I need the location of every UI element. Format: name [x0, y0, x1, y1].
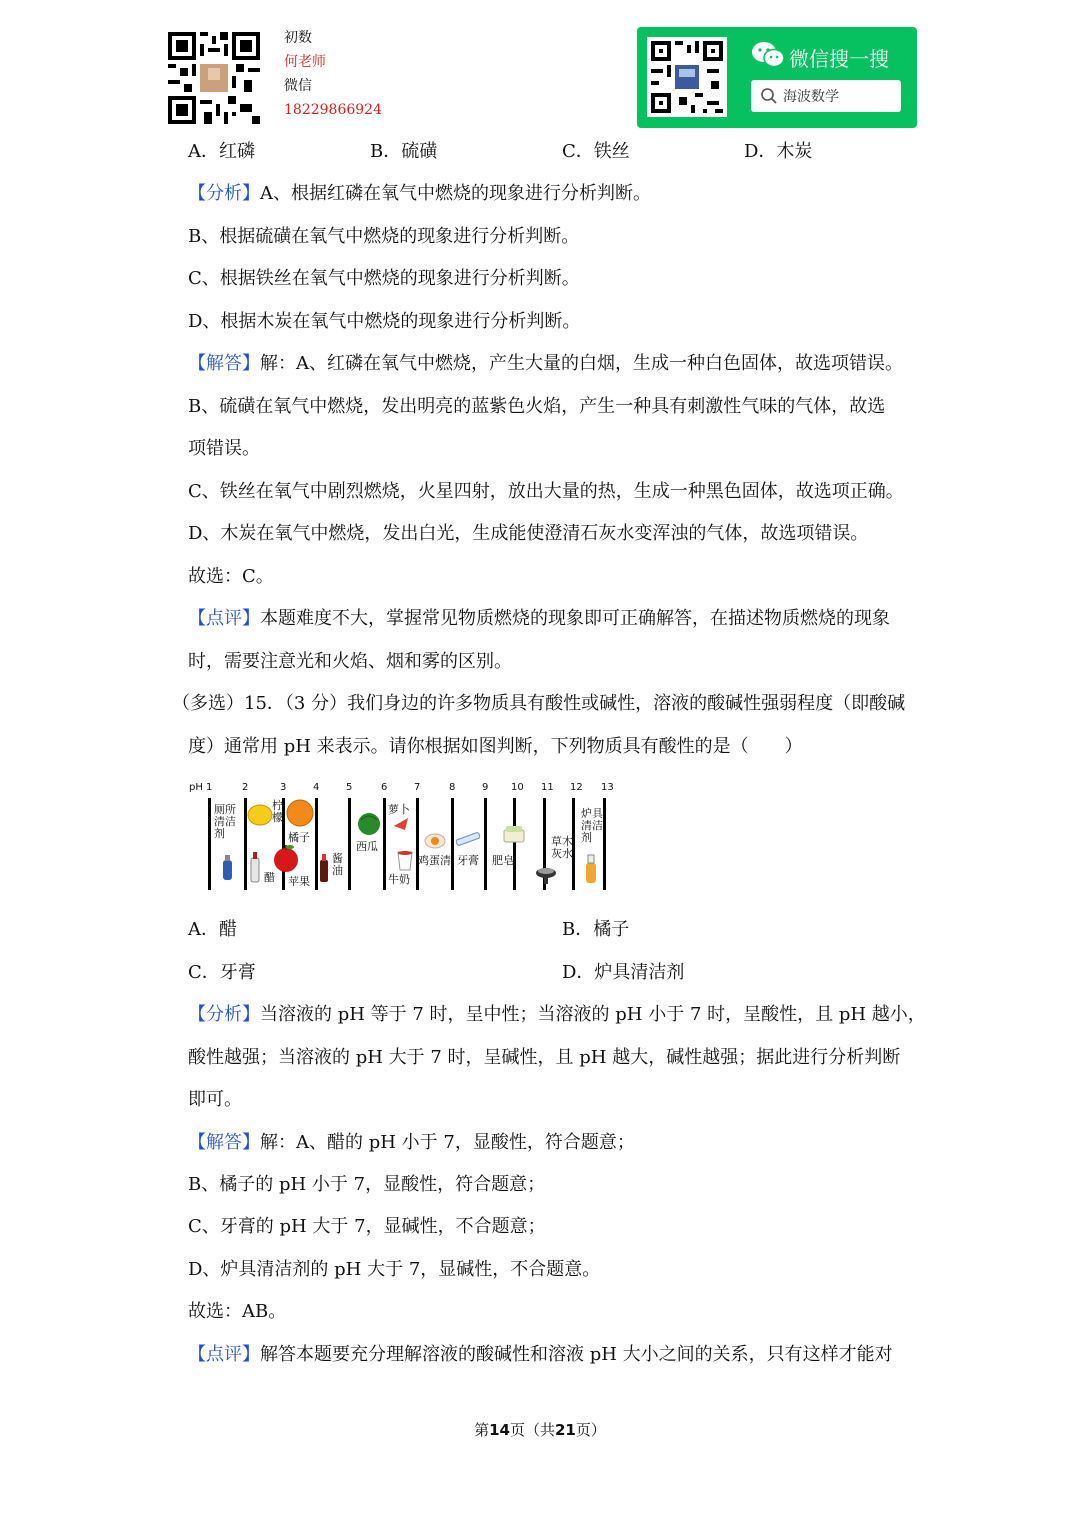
qr-code-left	[168, 32, 260, 124]
egg-icon	[425, 834, 445, 848]
ph-axis-label: pH	[189, 782, 203, 793]
answer-tag: 【解答】	[188, 353, 260, 374]
answer-text: 解：A、醋的 pH 小于 7，显酸性，符合题意；	[260, 1132, 635, 1153]
q15-answer-line-3: C、牙膏的 pH 大于 7，显碱性，不合题意；	[188, 1216, 546, 1237]
contact-phone: 18229866924	[284, 102, 382, 118]
q14-answer-line-2: B、硫磺在氧气中燃烧，发出明亮的蓝紫色火焰，产生一种具有刺激性气味的气体，故选	[188, 396, 886, 417]
label-radish: 萝卜	[388, 803, 410, 816]
q15-analysis-line-3: 即可。	[188, 1089, 242, 1110]
q14-analysis-line-4: D、根据木炭在氧气中燃烧的现象进行分析判断。	[188, 311, 581, 332]
contact-line-1: 初数	[284, 30, 312, 46]
ph-tick: 7	[414, 782, 421, 793]
label-stove-cleaner: 炉具 清洁 剂	[581, 807, 603, 844]
label-lemon: 柠 檬	[272, 799, 283, 824]
q15-option-d: D．炉具清洁剂	[562, 962, 685, 983]
q15-option-b: B．橘子	[562, 919, 630, 940]
q15-stem-line-1: （多选）15．（3 分）我们身边的许多物质具有酸性或碱性，溶液的酸碱性强弱程度（即酸碱	[172, 693, 906, 714]
watermelon-icon	[358, 813, 380, 835]
qr-code-right	[647, 37, 727, 117]
label-toilet-cleaner: 厕所 清洁 剂	[214, 803, 236, 840]
q14-option-a: A．红磷	[188, 141, 255, 162]
analysis-text: 当溶液的 pH 等于 7 时，呈中性；当溶液的 pH 小于 7 时，呈酸性，且 pH 越小，	[260, 1004, 926, 1025]
lemon-icon	[248, 805, 272, 825]
label-egg-white: 鸡蛋清	[418, 854, 451, 867]
footer-text: 页）	[575, 1421, 606, 1439]
wechat-search-title: 微信搜一搜	[789, 47, 889, 71]
q14-answer-line-4: C、铁丝在氧气中剧烈燃烧，火星四射，放出大量的热，生成一种黑色固体，故选项正确。	[188, 481, 904, 502]
q15-answer-line-4: D、炉具清洁剂的 pH 大于 7，显碱性，不合题意。	[188, 1259, 601, 1280]
milk-glass-icon	[398, 851, 412, 870]
search-icon	[760, 87, 778, 109]
comment-text: 解答本题要充分理解溶液的酸碱性和溶液 pH 大小之间的关系，只有这样才能对	[260, 1344, 893, 1365]
q14-answer-line-1	[188, 351, 903, 377]
ph-tick: 1	[206, 782, 213, 793]
ph-tick: 13	[601, 782, 614, 793]
contact-teacher-name: 何老师	[284, 54, 326, 70]
total-pages: 21	[555, 1421, 576, 1439]
ph-tick: 4	[313, 782, 320, 793]
label-watermelon: 西瓜	[356, 840, 378, 853]
ph-tick: 12	[570, 782, 583, 793]
ph-tick: 5	[346, 782, 353, 793]
label-milk: 牛奶	[388, 873, 410, 886]
wechat-search-banner[interactable]	[637, 27, 917, 128]
q15-analysis-line-2: 酸性越强；当溶液的 pH 大于 7 时，呈碱性，且 pH 越大，碱性越强；据此进行分析判断	[188, 1047, 901, 1068]
answer-text: 解：A、红磷在氧气中燃烧，产生大量的白烟，生成一种白色固体，故选项错误。	[260, 353, 903, 374]
q15-analysis-line-1	[188, 1002, 926, 1028]
ph-tick: 6	[381, 782, 388, 793]
label-orange: 橘子	[288, 831, 310, 844]
q15-stem-line-2: 度）通常用 pH 来表示。请你根据如图判断，下列物质具有酸性的是（ ）	[188, 736, 803, 757]
orange-icon	[287, 800, 313, 826]
label-toothpaste: 牙膏	[457, 854, 479, 867]
q14-analysis-line-2: B、根据硫磺在氧气中燃烧的现象进行分析判断。	[188, 226, 580, 247]
q15-answer-line-5: 故选：AB。	[188, 1301, 287, 1322]
answer-tag: 【解答】	[188, 1132, 260, 1153]
stove-cleaner-spray-icon	[586, 855, 596, 883]
analysis-tag: 【分析】	[188, 1004, 260, 1025]
ph-item-illustrations	[186, 778, 626, 893]
label-plant-ash-water: 草木 灰水	[551, 835, 573, 860]
q14-analysis-line-1	[188, 181, 651, 207]
apple-icon	[274, 845, 298, 872]
q14-option-d: D．木炭	[744, 141, 813, 162]
wechat-search-field[interactable]	[751, 80, 901, 112]
plant-ash-water-bowl-icon	[536, 868, 556, 884]
analysis-tag: 【分析】	[188, 183, 260, 204]
ph-tick: 3	[280, 782, 287, 793]
comment-text: 本题难度不大，掌握常见物质燃烧的现象即可正确解答，在描述物质燃烧的现象	[260, 608, 890, 629]
ph-scale-diagram	[186, 778, 626, 893]
vinegar-bottle-icon	[251, 852, 259, 882]
soap-icon	[504, 826, 524, 842]
page-footer	[0, 1419, 1080, 1440]
q15-option-a: A．醋	[188, 919, 237, 940]
footer-text: 页（共	[509, 1421, 555, 1439]
q15-answer-line-2: B、橘子的 pH 小于 7，显酸性，符合题意；	[188, 1174, 546, 1195]
q14-analysis-line-3: C、根据铁丝在氧气中燃烧的现象进行分析判断。	[188, 268, 580, 289]
ph-tick: 2	[242, 782, 249, 793]
page-number: 14	[489, 1421, 510, 1439]
soy-sauce-bottle-icon	[320, 854, 328, 882]
q14-answer-line-6: 故选：C。	[188, 566, 274, 587]
q15-answer-line-1	[188, 1130, 635, 1156]
q14-option-b: B．硫磺	[370, 141, 438, 162]
q15-comment-line-1	[188, 1342, 893, 1368]
ph-tick: 10	[511, 782, 524, 793]
comment-tag: 【点评】	[188, 1344, 260, 1365]
q14-option-c: C．铁丝	[562, 141, 630, 162]
q14-answer-line-5: D、木炭在氧气中燃烧，发出白光，生成能使澄清石灰水变浑浊的气体，故选项错误。	[188, 523, 869, 544]
toothpaste-icon	[456, 832, 481, 846]
label-soy-sauce: 酱 油	[332, 852, 343, 877]
radish-icon	[394, 818, 408, 830]
q14-comment-line-2: 时，需要注意光和火焰、烟和雾的区别。	[188, 651, 512, 672]
wechat-logo-icon	[751, 41, 785, 73]
comment-tag: 【点评】	[188, 608, 260, 629]
q14-answer-line-3: 项错误。	[188, 438, 260, 459]
label-apple: 苹果	[288, 875, 310, 888]
contact-line-3: 微信	[284, 78, 312, 94]
ph-tick: 9	[482, 782, 489, 793]
ph-tick: 8	[449, 782, 456, 793]
footer-text: 第	[474, 1421, 490, 1439]
q15-option-c: C．牙膏	[188, 962, 256, 983]
ph-tick: 11	[541, 782, 554, 793]
analysis-text: A、根据红磷在氧气中燃烧的现象进行分析判断。	[260, 183, 651, 204]
toilet-cleaner-bottle-icon	[223, 855, 232, 880]
q14-comment-line-1	[188, 606, 890, 632]
wechat-search-text: 海波数学	[783, 89, 839, 105]
label-soap: 肥皂	[492, 854, 514, 867]
label-vinegar: 醋	[264, 871, 275, 884]
